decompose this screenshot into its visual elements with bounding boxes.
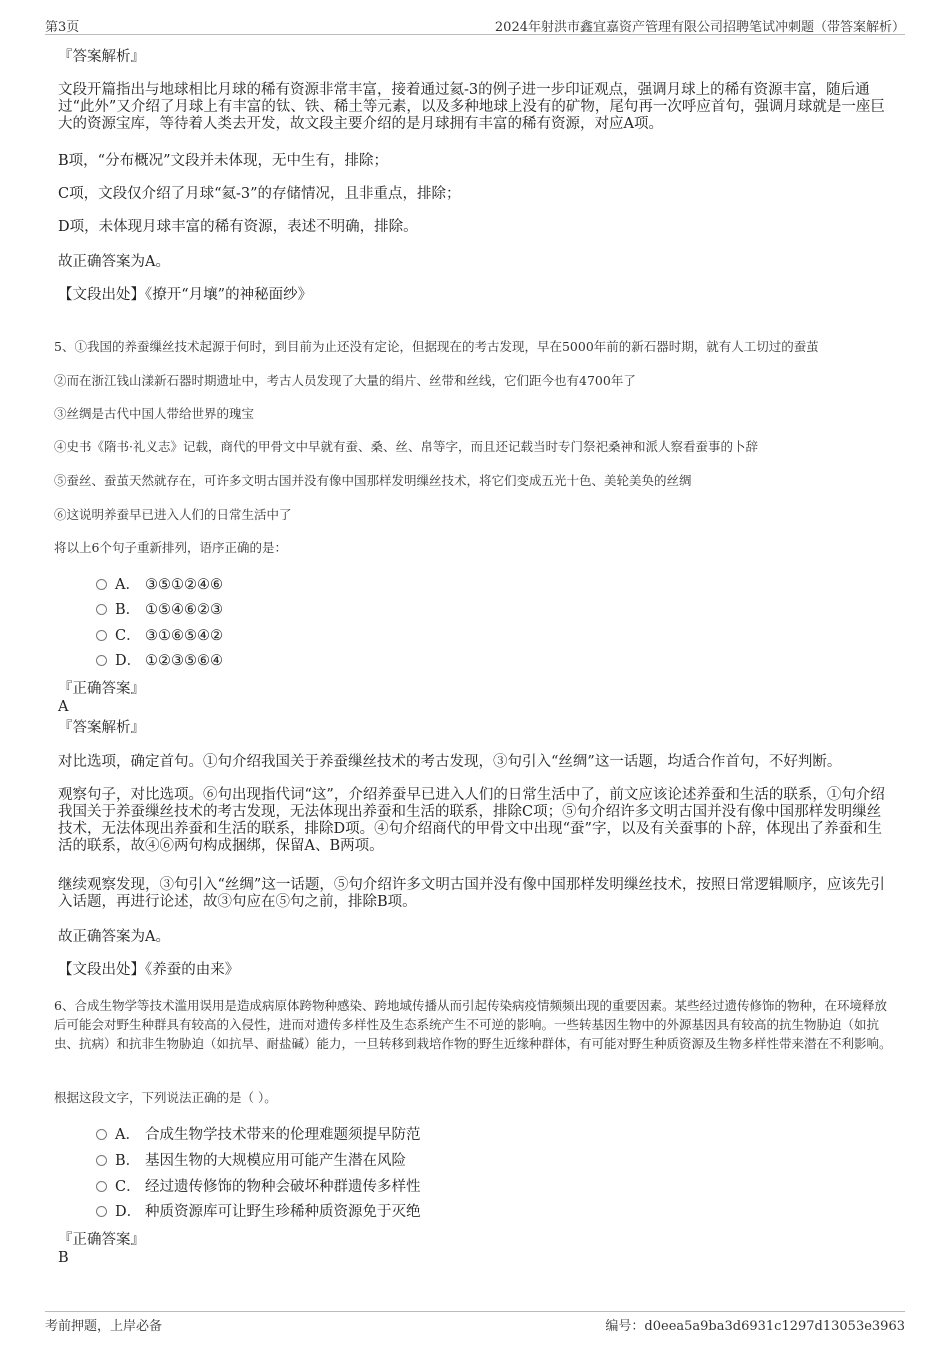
q5-option-a[interactable]: A． ③⑤①②④⑥ xyxy=(96,576,223,594)
page-number: 第3页 xyxy=(45,20,80,35)
q6-answer: B xyxy=(58,1250,69,1266)
footer-code: 编号：d0eea5a9ba3d6931c1297d13053e3963 xyxy=(605,1319,905,1334)
page-header xyxy=(45,14,905,35)
page-footer xyxy=(45,1311,905,1334)
q5-sentence-5: ⑤蚕丝、蚕茧天然就存在，可许多文明古国并没有像中国那样发明缫丝技术，将它们变成五光十色、美轮美奂的丝绸 xyxy=(54,473,692,488)
q4-analysis-option-b: B项，“分布概况”文段并未体现，无中生有，排除； xyxy=(58,153,388,169)
q6-option-b[interactable]: B． 基因生物的大规模应用可能产生潜在风险 xyxy=(96,1152,406,1170)
q5-sentence-3: ③丝绸是古代中国人带给世界的瑰宝 xyxy=(54,406,255,421)
q4-analysis-paragraph: 文段开篇指出与地球相比月球的稀有资源非常丰富，接着通过氦-3的例子进一步印证观点，强调月球上的稀有资源丰富，随后通过“此外”又介绍了月球上有丰富的钛、铁、稀土等元素，以及多种地球上没有的矿物，尾句再一次呼应首句，强调月球就是一座巨大的资源宝库，等待着人类去开发，故文段主要介绍的是月球拥有丰富的稀有资源，对应A项。 xyxy=(58,82,885,132)
q6-answer-label: 『正确答案』 xyxy=(58,1232,145,1248)
q5-conclusion: 故正确答案为A。 xyxy=(58,929,170,945)
radio-button-icon[interactable] xyxy=(96,1155,107,1166)
q5-prompt: 将以上6个句子重新排列，语序正确的是： xyxy=(54,540,287,555)
radio-button-icon[interactable] xyxy=(96,655,107,666)
q5-answer: A xyxy=(58,699,69,715)
q5-sentence-1: 5、①我国的养蚕缫丝技术起源于何时，到目前为止还没有定论，但据现在的考古发现，早在5000年前的新石器时期，就有人工切过的蚕茧 xyxy=(54,339,819,354)
radio-button-icon[interactable] xyxy=(96,1206,107,1217)
q5-analysis-paragraph-3: 继续观察发现，③句引入“丝绸”这一话题，⑤句介绍许多文明古国并没有像中国那样发明缫丝技术，按照日常逻辑顺序，应该先引入话题，再进行论述，故③句应在⑤句之前，排除B项。 xyxy=(58,877,885,910)
q5-option-d[interactable]: D． ①②③⑤⑥④ xyxy=(96,652,223,670)
radio-button-icon[interactable] xyxy=(96,630,107,641)
q5-option-b[interactable]: B． ①⑤④⑥②③ xyxy=(96,601,223,619)
radio-button-icon[interactable] xyxy=(96,1181,107,1192)
q6-option-d[interactable]: D． 种质资源库可让野生珍稀种质资源免于灭绝 xyxy=(96,1203,421,1221)
q6-option-c[interactable]: C． 经过遗传修饰的物种会破坏种群遗传多样性 xyxy=(96,1178,421,1196)
q5-analysis-paragraph-1: 对比选项，确定首句。①句介绍我国关于养蚕缫丝技术的考古发现，③句引入“丝绸”这一话题，均适合作首句，不好判断。 xyxy=(58,754,842,770)
q6-stem: 6、合成生物学等技术滥用误用是造成病原体跨物种感染、跨地域传播从而引起传染病疫情频频出现的重要因素。某些经过遗传修饰的物种，在环境释放后可能会对野生种群具有较高的入侵性，进而对遗传多样性及生态系统产生不可逆的影响。一些转基因生物中的外源基因具有较高的抗生物胁迫（如抗虫、抗病）和抗非生物胁迫（如抗旱、耐盐碱）能力，一旦转移到栽培作物的野生近缘种群体，有可能对野生种质资源及生物多样性带来潜在不利影响。 xyxy=(54,998,892,1051)
radio-button-icon[interactable] xyxy=(96,579,107,590)
footer-slogan: 考前押题，上岸必备 xyxy=(45,1319,163,1334)
q6-prompt: 根据这段文字，下列说法正确的是（ ）。 xyxy=(54,1090,277,1105)
q5-sentence-2: ②而在浙江钱山漾新石器时期遗址中，考古人员发现了大量的绢片、丝带和丝线，它们距今也有4700年了 xyxy=(54,373,636,388)
q4-analysis-option-c: C项，文段仅介绍了月球“氦-3”的存储情况，且非重点，排除； xyxy=(58,186,461,202)
q4-conclusion: 故正确答案为A。 xyxy=(58,254,170,270)
q5-option-c[interactable]: C． ③①⑥⑤④② xyxy=(96,627,223,645)
q5-sentence-4: ④史书《隋书·礼义志》记载，商代的甲骨文中早就有蚕、桑、丝、帛等字，而且还记载当时专门祭祀桑神和派人察看蚕事的卜辞 xyxy=(54,439,758,454)
q5-answer-label: 『正确答案』 xyxy=(58,681,145,697)
q4-analysis-option-d: D项，未体现月球丰富的稀有资源，表述不明确，排除。 xyxy=(58,219,418,235)
radio-button-icon[interactable] xyxy=(96,604,107,615)
q4-source: 【文段出处】《撩开“月壤”的神秘面纱》 xyxy=(58,287,313,303)
document-title: 2024年射洪市鑫宜嘉资产管理有限公司招聘笔试冲刺题（带答案解析） xyxy=(494,20,905,35)
q5-analysis-label: 『答案解析』 xyxy=(58,720,145,736)
q5-analysis-paragraph-2: 观察句子，对比选项。⑥句出现指代词“这”，介绍养蚕早已进入人们的日常生活中了，前文应该论述养蚕和生活的联系，①句介绍我国关于养蚕缫丝技术的考古发现，无法体现出养蚕和生活的联系，排除C项；⑤句介绍许多文明古国并没有像中国那样发明缫丝技术，无法体现出养蚕和生活的联系，排除D项。④句介绍商代的甲骨文中出现“蚕”字，以及有关蚕事的卜辞，体现出了养蚕和生活的联系，故④⑥两句构成捆绑，保留A、B两项。 xyxy=(58,787,885,854)
radio-button-icon[interactable] xyxy=(96,1129,107,1140)
q5-source: 【文段出处】《养蚕的由来》 xyxy=(58,962,240,978)
q4-analysis-label: 『答案解析』 xyxy=(58,49,145,65)
q5-sentence-6: ⑥这说明养蚕早已进入人们的日常生活中了 xyxy=(54,507,292,522)
q6-option-a[interactable]: A． 合成生物学技术带来的伦理难题须提早防范 xyxy=(96,1126,421,1144)
